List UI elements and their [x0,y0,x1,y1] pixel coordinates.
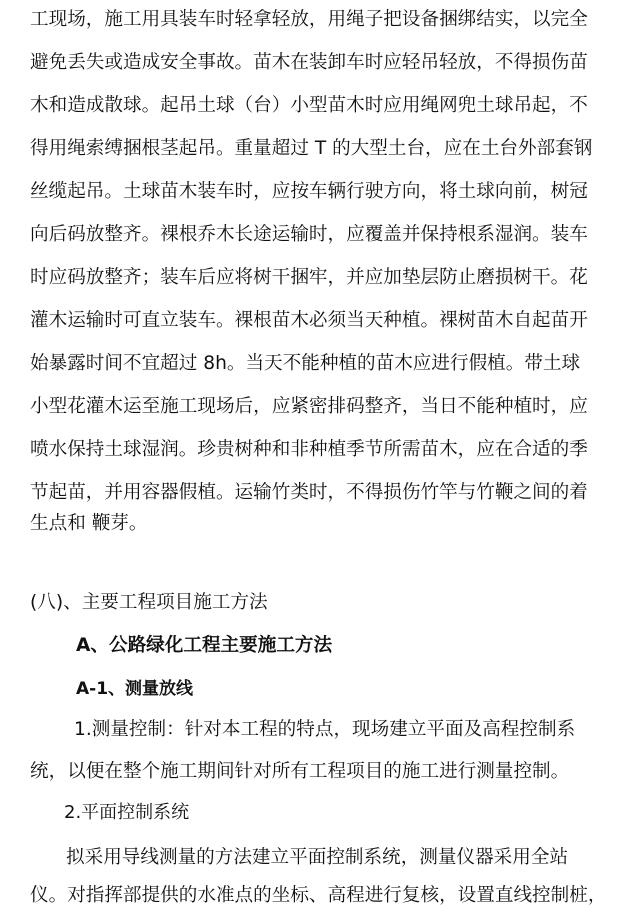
paragraph2-line: 仪。对指挥部提供的水准点的坐标、高程进行复核，设置直线控制桩， [30,885,607,906]
paragraph-line: 木和造成散球。起吊土球（台）小型苗木时应用绳网兜土球吊起，不 [30,95,588,116]
item1-line: 统，以便在整个施工期间针对所有工程项目的施工进行测量控制。 [30,761,570,782]
sub-heading-a1: A-1、测量放线 [76,679,194,699]
paragraph-line: 始暴露时间不宜超过 8h。当天不能种植的苗木应进行假植。带土球 [30,353,581,374]
paragraph-line: 小型花灌木运至施工现场后，应紧密排码整齐，当日不能种植时，应 [30,396,588,417]
paragraph-line: 时应码放整齐；装车后应将树干捆牢，并应加垫层防止磨损树干。花 [30,267,588,288]
item1-line: 1.测量控制：针对本工程的特点，现场建立平面及高程控制系 [74,719,576,740]
sub-heading-a: A、公路绿化工程主要施工方法 [76,635,333,656]
paragraph-line: 灌木运输时可直立装车。裸根苗木必须当天种植。裸树苗木自起苗开 [30,310,588,331]
section-heading: (八)、主要工程项目施工方法 [30,592,268,613]
paragraph-line: 避免丢失或造成安全事故。苗木在装卸车时应轻吊轻放，不得损伤苗 [30,52,588,73]
paragraph-line: 工现场，施工用具装车时轻拿轻放，用绳子把设备捆绑结实，以完全 [30,9,588,30]
paragraph-line: 丝缆起吊。土球苗木装车时，应按车辆行驶方向，将土球向前，树冠 [30,181,588,202]
paragraph2-line: 拟采用导线测量的方法建立平面控制系统，测量仪器采用全站 [66,847,569,868]
paragraph-line: 节起苗，并用容器假植。运输竹类时，不得损伤竹竿与竹鞭之间的着 [30,482,588,503]
paragraph-line: 生点和 鞭芽。 [30,513,148,534]
item2-heading: 2.平面控制系统 [64,802,190,823]
paragraph-line: 得用绳索缚捆根茎起吊。重量超过 T 的大型土台，应在土台外部套钢 [30,138,593,159]
paragraph-line: 喷水保持土球湿润。珍贵树种和非种植季节所需苗木，应在合适的季 [30,439,588,460]
paragraph-line: 向后码放整齐。裸根乔木长途运输时，应覆盖并保持根系湿润。装车 [30,224,588,245]
